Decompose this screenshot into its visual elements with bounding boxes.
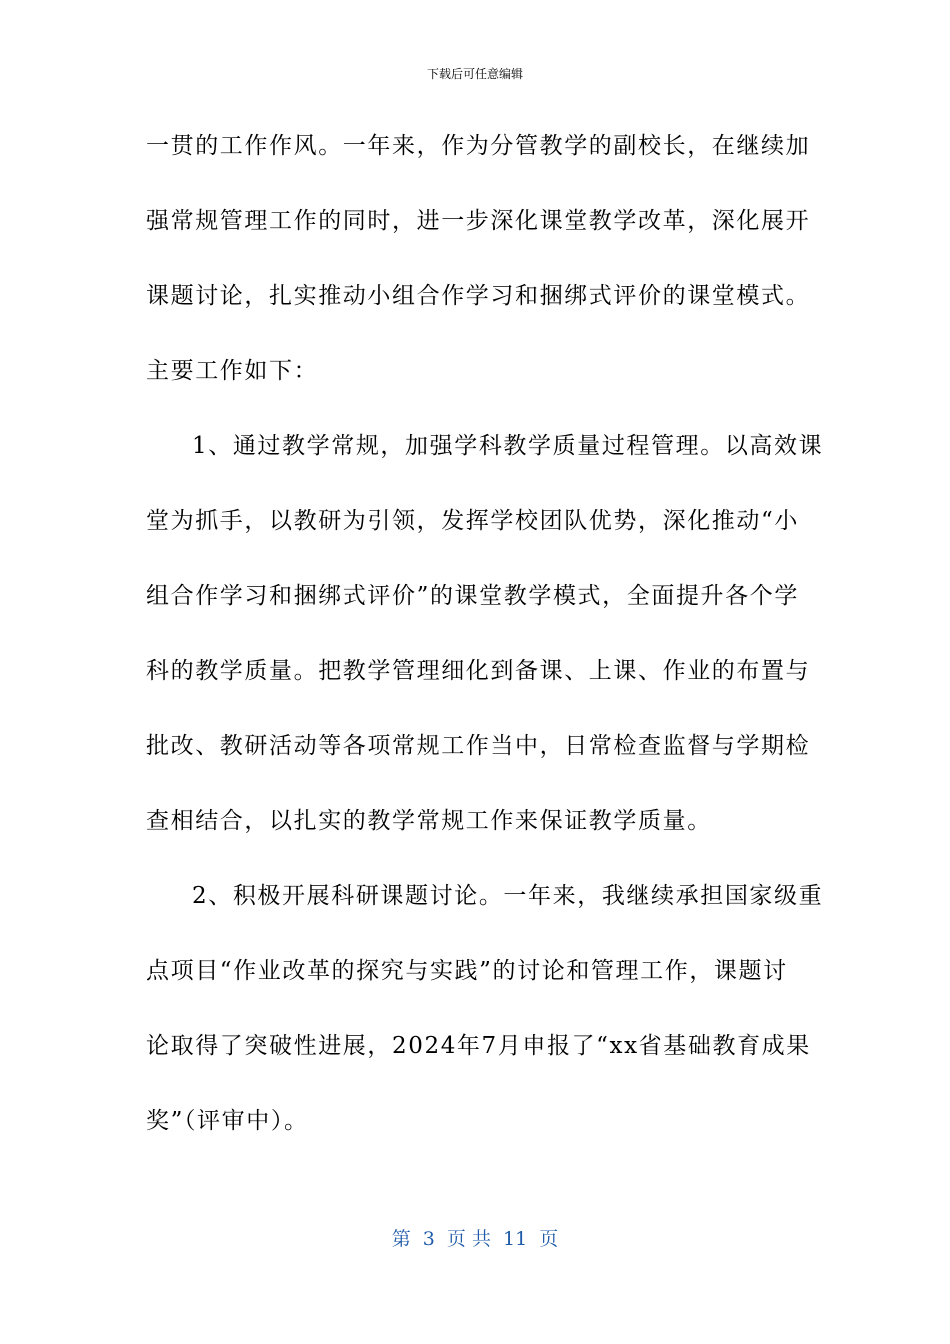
document-body xyxy=(146,122,824,1172)
text-line: 主要工作如下： xyxy=(146,358,319,384)
text-line: 课题讨论，扎实推动小组合作学习和捆绑式评价的课堂模式。 xyxy=(146,283,811,309)
page-number-footer: 第 3 页 共 11 页 xyxy=(391,1228,559,1250)
header-note: 下载后可任意编辑 xyxy=(426,67,523,81)
text-line: 强常规管理工作的同时，进一步深化课堂教学改革，深化展开 xyxy=(146,208,811,234)
text-line: 一贯的工作作风。一年来，作为分管教学的副校长，在继续加 xyxy=(146,133,811,159)
text-line: 论取得了突破性进展，2024年7月申报了“xx省基础教育成果 xyxy=(146,1033,811,1059)
text-line: 批改、教研活动等各项常规工作当中，日常检查监督与学期检 xyxy=(146,733,811,759)
text-line: 组合作学习和捆绑式评价”的课堂教学模式，全面提升各个学 xyxy=(146,583,799,609)
text-line: 奖”（评审中）。 xyxy=(146,1108,309,1134)
text-line: 查相结合，以扎实的教学常规工作来保证教学质量。 xyxy=(146,808,712,834)
text-line: 点项目“作业改革的探究与实践”的讨论和管理工作，课题讨 xyxy=(146,958,788,984)
text-line: 2、积极开展科研课题讨论。一年来，我继续承担国家级重 xyxy=(192,883,824,909)
text-line: 1、通过教学常规，加强学科教学质量过程管理。以高效课 xyxy=(192,433,824,459)
text-line: 堂为抓手，以教研为引领，发挥学校团队优势，深化推动“小 xyxy=(146,508,799,534)
text-line: 科的教学质量。把教学管理细化到备课、上课、作业的布置与 xyxy=(146,658,811,684)
